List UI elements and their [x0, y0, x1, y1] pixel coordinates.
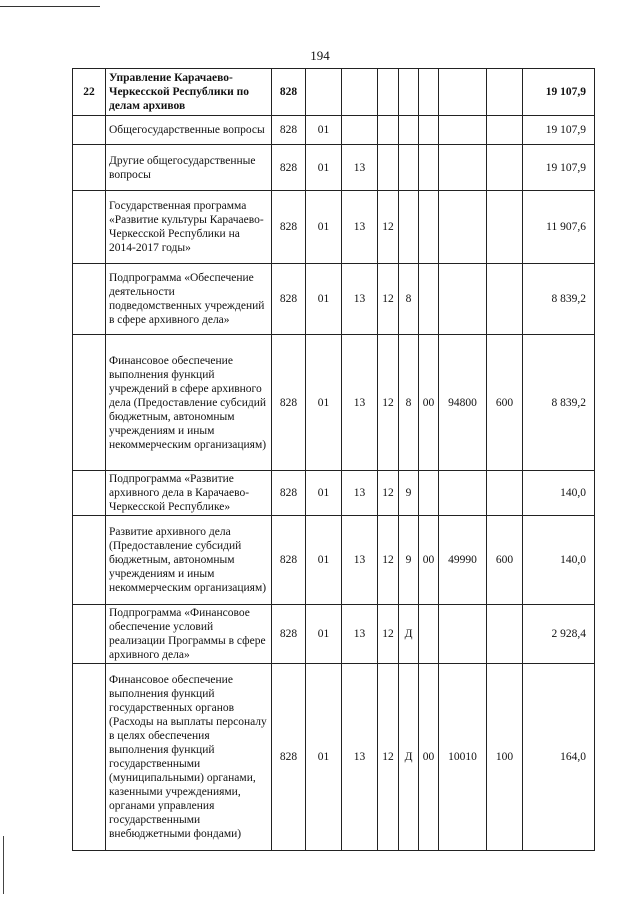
cell-amount: 8 839,2 [523, 264, 595, 335]
cell-direction-code [419, 191, 439, 264]
cell-item-name: Подпрограмма «Обеспечение деятельности подведомственных учреждений в сфере архивного дела» [106, 264, 272, 335]
cell-direction-code [419, 471, 439, 516]
cell-section-code [306, 69, 342, 116]
cell-section-code: 01 [306, 335, 342, 471]
cell-target-item-code [439, 191, 487, 264]
cell-direction-code [419, 116, 439, 145]
cell-direction-code [419, 145, 439, 191]
cell-expense-type-code: 600 [487, 335, 523, 471]
cell-row-number [73, 116, 106, 145]
table-row [73, 191, 595, 264]
table-row [73, 69, 595, 116]
cell-direction-code: 00 [419, 516, 439, 605]
cell-direction-code [419, 69, 439, 116]
cell-target-item-code [439, 605, 487, 664]
cell-subprogram-code [399, 145, 419, 191]
cell-target-item-code: 10010 [439, 664, 487, 851]
cell-expense-type-code [487, 264, 523, 335]
cell-subsection-code: 13 [342, 471, 378, 516]
cell-section-code: 01 [306, 516, 342, 605]
cell-ministry-code: 828 [272, 145, 306, 191]
cell-item-name: Подпрограмма «Развитие архивного дела в Карачаево-Черкесской Республике» [106, 471, 272, 516]
page-number: 194 [310, 48, 330, 63]
cell-row-number [73, 191, 106, 264]
cell-subprogram-code [399, 116, 419, 145]
cell-ministry-code: 828 [272, 471, 306, 516]
cell-section-code: 01 [306, 116, 342, 145]
cell-target-item-code [439, 145, 487, 191]
cell-direction-code [419, 605, 439, 664]
cell-section-code: 01 [306, 471, 342, 516]
cell-row-number: 22 [73, 69, 106, 116]
cell-subsection-code: 13 [342, 664, 378, 851]
cell-item-name: Финансовое обеспечение выполнения функций государственных органов (Расходы на выплаты персоналу в целях обеспечения выполнения функций государственными (муниципальными) органами, казенными учреждениями, органами управления государственными внебюджетными фондами) [106, 664, 272, 851]
cell-ministry-code: 828 [272, 69, 306, 116]
cell-expense-type-code [487, 471, 523, 516]
cell-target-item-code: 94800 [439, 335, 487, 471]
cell-subprogram-code: 8 [399, 264, 419, 335]
table-row [73, 664, 595, 851]
cell-target-item-code [439, 471, 487, 516]
cell-ministry-code: 828 [272, 335, 306, 471]
cell-amount: 19 107,9 [523, 69, 595, 116]
margin-rule [3, 836, 4, 894]
cell-program-code [378, 69, 399, 116]
cell-target-item-code [439, 69, 487, 116]
cell-direction-code: 00 [419, 664, 439, 851]
table-row [73, 471, 595, 516]
cell-program-code: 12 [378, 264, 399, 335]
table-row [73, 264, 595, 335]
cell-target-item-code [439, 116, 487, 145]
cell-subprogram-code [399, 69, 419, 116]
cell-ministry-code: 828 [272, 264, 306, 335]
cell-amount: 140,0 [523, 471, 595, 516]
cell-amount: 19 107,9 [523, 116, 595, 145]
cell-expense-type-code [487, 191, 523, 264]
cell-section-code: 01 [306, 664, 342, 851]
budget-table-body [73, 69, 595, 851]
cell-expense-type-code: 100 [487, 664, 523, 851]
cell-subprogram-code [399, 191, 419, 264]
cell-row-number [73, 664, 106, 851]
cell-subsection-code: 13 [342, 264, 378, 335]
cell-expense-type-code [487, 116, 523, 145]
cell-direction-code [419, 264, 439, 335]
top-rule [0, 6, 100, 7]
table-row [73, 116, 595, 145]
cell-ministry-code: 828 [272, 516, 306, 605]
cell-item-name: Управление Карачаево-Черкесской Республики по делам архивов [106, 69, 272, 116]
cell-subprogram-code: Д [399, 605, 419, 664]
cell-subsection-code: 13 [342, 145, 378, 191]
cell-subsection-code [342, 69, 378, 116]
cell-ministry-code: 828 [272, 605, 306, 664]
cell-direction-code: 00 [419, 335, 439, 471]
cell-item-name: Развитие архивного дела (Предоставление субсидий бюджетным, автономным учреждениям и иным некоммерческим организациям) [106, 516, 272, 605]
cell-program-code: 12 [378, 335, 399, 471]
cell-row-number [73, 264, 106, 335]
cell-program-code [378, 116, 399, 145]
cell-row-number [73, 605, 106, 664]
cell-expense-type-code [487, 69, 523, 116]
cell-item-name: Другие общегосударственные вопросы [106, 145, 272, 191]
cell-row-number [73, 145, 106, 191]
cell-subsection-code: 13 [342, 335, 378, 471]
cell-target-item-code: 49990 [439, 516, 487, 605]
cell-subprogram-code: 8 [399, 335, 419, 471]
table-row [73, 516, 595, 605]
cell-row-number [73, 516, 106, 605]
cell-expense-type-code: 600 [487, 516, 523, 605]
cell-amount: 11 907,6 [523, 191, 595, 264]
cell-section-code: 01 [306, 264, 342, 335]
cell-section-code: 01 [306, 605, 342, 664]
cell-item-name: Финансовое обеспечение выполнения функций учреждений в сфере архивного дела (Предоставление субсидий бюджетным, автономным учреждениям и иным некоммерческим организациям) [106, 335, 272, 471]
cell-amount: 140,0 [523, 516, 595, 605]
cell-target-item-code [439, 264, 487, 335]
cell-subsection-code: 13 [342, 191, 378, 264]
table-row [73, 335, 595, 471]
cell-item-name: Государственная программа «Развитие культуры Карачаево-Черкесской Республики на 2014-2017 годы» [106, 191, 272, 264]
cell-subprogram-code: Д [399, 664, 419, 851]
cell-subsection-code: 13 [342, 605, 378, 664]
table-row [73, 145, 595, 191]
cell-subsection-code [342, 116, 378, 145]
cell-item-name: Общегосударственные вопросы [106, 116, 272, 145]
cell-ministry-code: 828 [272, 664, 306, 851]
cell-ministry-code: 828 [272, 191, 306, 264]
budget-table [72, 68, 595, 851]
cell-ministry-code: 828 [272, 116, 306, 145]
cell-expense-type-code [487, 145, 523, 191]
cell-section-code: 01 [306, 191, 342, 264]
cell-program-code: 12 [378, 471, 399, 516]
cell-program-code: 12 [378, 605, 399, 664]
cell-item-name: Подпрограмма «Финансовое обеспечение условий реализации Программы в сфере архивного дела» [106, 605, 272, 664]
cell-program-code: 12 [378, 664, 399, 851]
table-row [73, 605, 595, 664]
cell-subsection-code: 13 [342, 516, 378, 605]
cell-amount: 164,0 [523, 664, 595, 851]
cell-row-number [73, 471, 106, 516]
cell-amount: 19 107,9 [523, 145, 595, 191]
cell-program-code: 12 [378, 516, 399, 605]
cell-subprogram-code: 9 [399, 516, 419, 605]
cell-amount: 2 928,4 [523, 605, 595, 664]
cell-amount: 8 839,2 [523, 335, 595, 471]
cell-row-number [73, 335, 106, 471]
cell-program-code [378, 145, 399, 191]
cell-section-code: 01 [306, 145, 342, 191]
cell-expense-type-code [487, 605, 523, 664]
cell-program-code: 12 [378, 191, 399, 264]
cell-subprogram-code: 9 [399, 471, 419, 516]
